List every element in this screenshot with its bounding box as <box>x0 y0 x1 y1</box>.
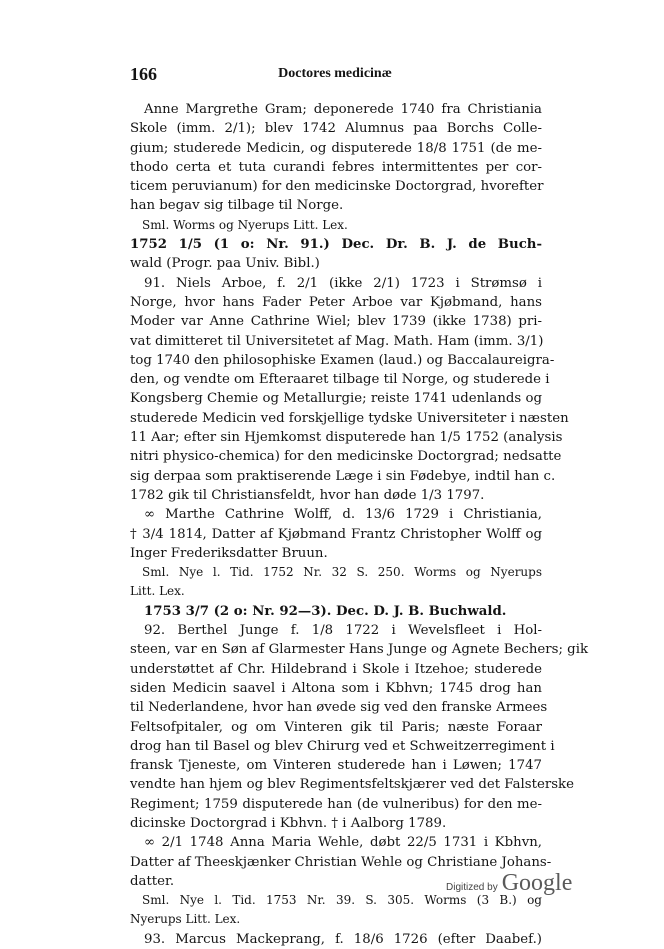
digitized-watermark <box>446 870 572 900</box>
text-line: vendte han hjem og blev Regimentsfeltskjærer ved det Falsterske <box>130 777 574 793</box>
text-line: ticem peruvianum) for den medicinske Doctorgrad, hvorefter <box>130 179 544 195</box>
source-reference: Sml. Nye l. Tid. 1753 Nr. 39. S. 305. Worms (3 B.) og <box>142 893 542 908</box>
promotion-heading: 1752 1/5 (1 o: Nr. 91.) Dec. Dr. B. J. de Buch- <box>130 237 542 253</box>
text-line: den, og vendte om Efteraaret tilbage til Norge, og studerede i <box>130 372 550 388</box>
text-line: Inger Frederiksdatter Bruun. <box>130 545 328 561</box>
entry-heading-93: 93. Marcus Mackeprang, f. 18/6 1726 (efter Daabef.) <box>144 931 542 947</box>
entry-heading-91: 91. Niels Arboe, f. 2/1 (ikke 2/1) 1723 i Strømsø i <box>144 275 542 291</box>
page-header <box>130 64 540 88</box>
text-line: sig derpaa som praktiserende Læge i sin Fødebye, indtil han c. <box>130 468 556 484</box>
text-line: dicinske Doctorgrad i Kbhvn. † i Aalborg 1789. <box>130 815 447 831</box>
text-line: han begav sig tilbage til Norge. <box>130 198 344 214</box>
source-reference: Sml. Worms og Nyerups Litt. Lex. <box>142 217 348 232</box>
text-line: studerede Medicin ved forskjellige tydske Universiteter i næsten <box>130 410 569 426</box>
watermark-prefix: Digitized by <box>446 882 498 893</box>
text-line: understøttet af Chr. Hildebrand i Skole i Itzehoe; studerede <box>130 661 542 677</box>
text-line: fransk Tjeneste, om Vinteren studerede han i Løwen; 1747 <box>130 758 542 774</box>
text-line: Moder var Anne Cathrine Wiel; blev 1739 (ikke 1738) pri- <box>130 314 542 330</box>
text-line: 1782 gik til Christiansfeldt, hvor han døde 1/3 1797. <box>130 487 485 503</box>
running-title: Doctores medicinæ <box>278 66 392 81</box>
text-line: Kongsberg Chemie og Metallurgie; reiste 1741 udenlands og <box>130 391 542 407</box>
text-line: steen, var en Søn af Glarmester Hans Junge og Agnete Bechers; gik <box>130 642 589 658</box>
text-line: † 3/4 1814, Datter af Kjøbmand Frantz Christopher Wolff og <box>130 526 542 542</box>
source-reference: Litt. Lex. <box>130 584 185 599</box>
source-reference: Sml. Nye l. Tid. 1752 Nr. 32 S. 250. Worms og Nyerups <box>142 565 542 580</box>
text-line: siden Medicin saavel i Altona som i Kbhvn; 1745 drog han <box>130 680 542 696</box>
entry-heading-92: 92. Berthel Junge f. 1/8 1722 i Wevelsfleet i Hol- <box>144 623 542 639</box>
page-body <box>130 100 589 949</box>
text-line: Feltsofpitaler, og om Vinteren gik til Paris; næste Foraar <box>130 719 542 735</box>
text-line: tog 1740 den philosophiske Examen (laud.) og Baccalaureigra- <box>130 352 555 368</box>
source-reference: Nyerups Litt. Lex. <box>130 912 241 927</box>
promotion-heading: 1753 3/7 (2 o: Nr. 92—3). Dec. D. J. B. Buchwald. <box>144 603 507 619</box>
text-line: Anne Margrethe Gram; deponerede 1740 fra Christiania <box>144 102 542 117</box>
marriage-line: ∞ Marthe Cathrine Wolff, d. 13/6 1729 i Christiania, <box>144 507 542 523</box>
text-line: Regiment; 1759 disputerede han (de vulneribus) for den me- <box>130 796 542 812</box>
text-line: Datter af Theeskjænker Christian Wehle og Christiane Johans- <box>130 854 552 870</box>
page-number: 166 <box>130 64 157 84</box>
text-line: Skole (imm. 2/1); blev 1742 Alumnus paa Borchs Colle- <box>130 121 542 137</box>
text-line: nitri physico-chemica) for den medicinske Doctorgrad; nedsatte <box>130 449 562 465</box>
google-logo: Google <box>501 870 573 896</box>
text-line: Norge, hvor hans Fader Peter Arboe var Kjøbmand, hans <box>130 294 542 310</box>
text-line: drog han til Basel og blev Chirurg ved et Schweitzerregiment i <box>130 738 555 754</box>
text-line: datter. <box>130 873 175 889</box>
text-line: vat dimitteret til Universitetet af Mag. Math. Ham (imm. 3/1) <box>130 333 544 349</box>
text-line: wald (Progr. paa Univ. Bibl.) <box>130 256 320 272</box>
text-line: til Nederlandene, hvor han øvede sig ved den franske Armees <box>130 700 548 716</box>
text-line: thodo certa et tuta curandi febres intermittentes per cor- <box>130 159 542 175</box>
text-line: 11 Aar; efter sin Hjemkomst disputerede han 1/5 1752 (analysis <box>130 430 563 446</box>
marriage-line: ∞ 2/1 1748 Anna Maria Wehle, døbt 22/5 1731 i Kbhvn, <box>144 835 542 851</box>
text-line: gium; studerede Medicin, og disputerede 18/8 1751 (de me- <box>130 140 542 156</box>
